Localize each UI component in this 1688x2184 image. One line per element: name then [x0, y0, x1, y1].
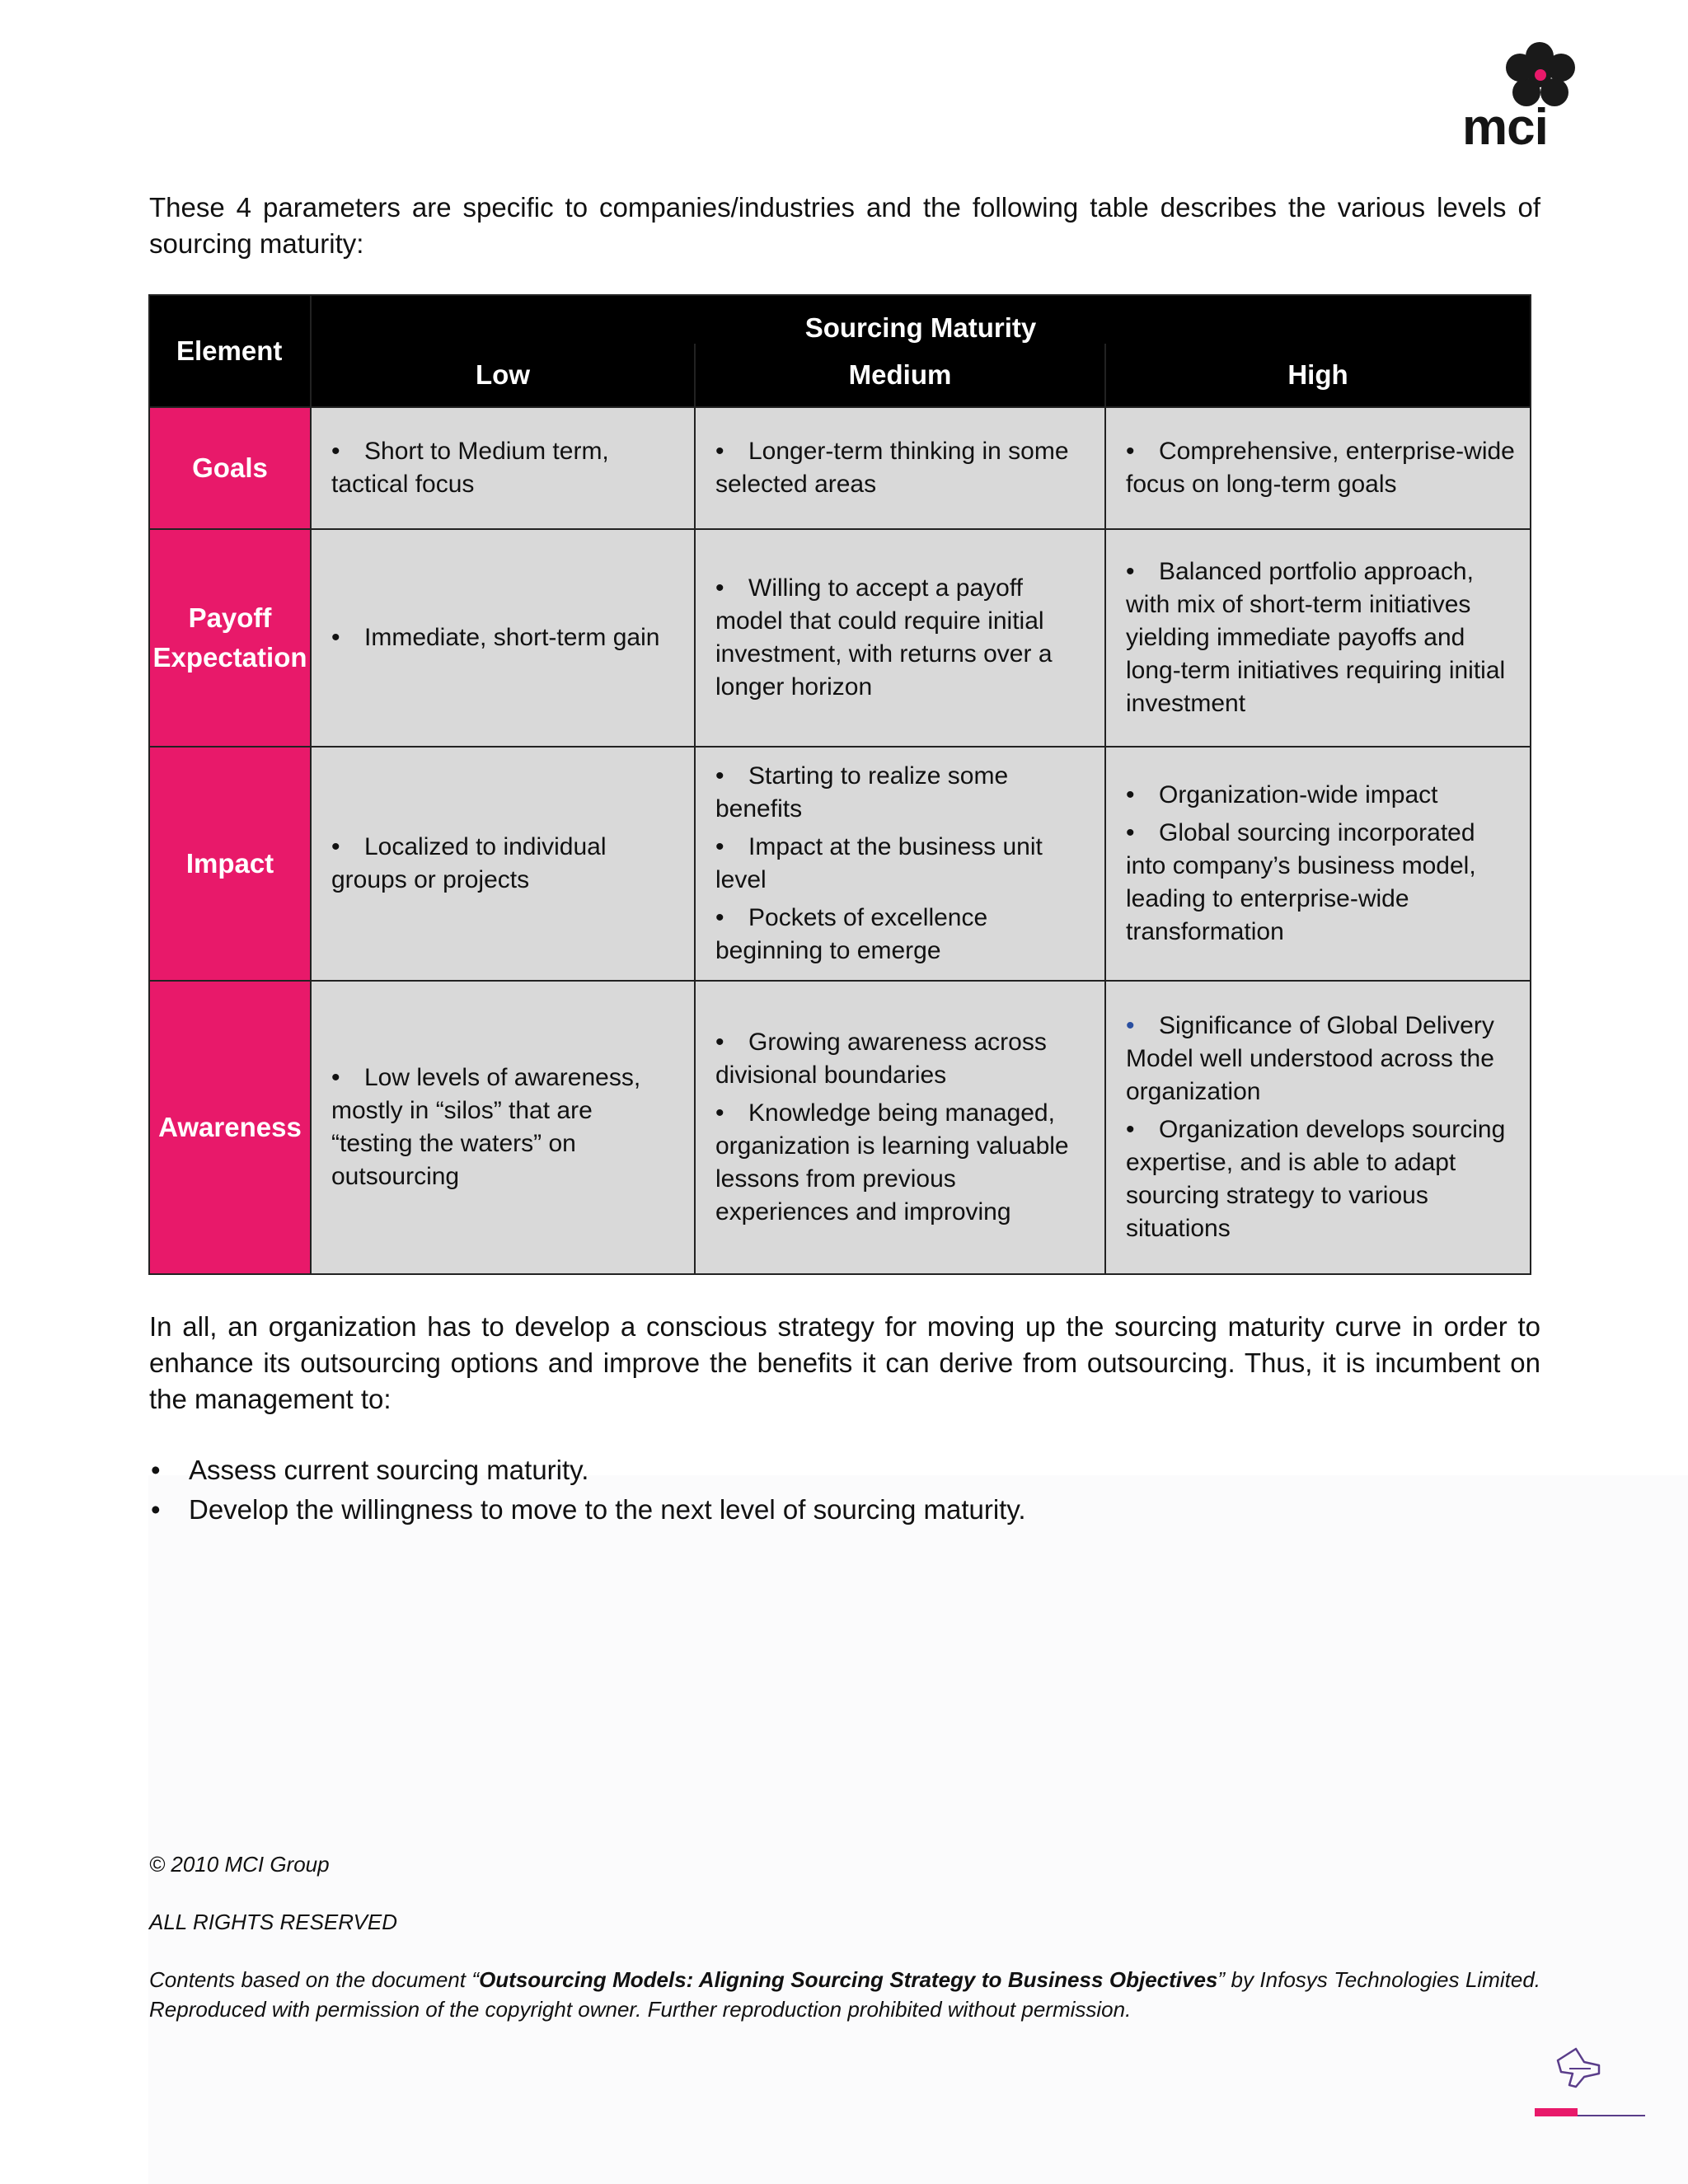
cell-text: Willing to accept a payoff model that could require initial investment, with returns over a longer horizon: [715, 574, 1053, 701]
list-item: • Impact at the business unit level: [715, 833, 1043, 893]
cell-awareness-low: [311, 981, 695, 1274]
row-label-impact: [149, 747, 311, 981]
list-item: • Organization-wide impact: [1126, 781, 1438, 808]
footer-contents-prefix: Contents based on the document “: [149, 1967, 480, 1992]
row-label-text: Awareness: [158, 1112, 302, 1142]
closing-paragraph: In all, an organization has to develop a conscious strategy for moving up the sourcing maturity curve in order to enhance its outsourcing options and improve the benefits it can derive from outsourcing. Thus, it is incumbent on the management to:: [149, 1311, 1540, 1414]
bullet-text: Assess current sourcing maturity.: [189, 1455, 589, 1485]
cell-payoff-low: [311, 529, 695, 747]
row-label-text: Payoff: [188, 602, 272, 633]
bullet-text: Develop the willingness to move to the next level of sourcing maturity.: [189, 1494, 1026, 1525]
row-label-text: Goals: [192, 452, 268, 483]
cell-text: Global sourcing incorporated into company’s business model, leading to enterprise-wide transformation: [1126, 819, 1476, 945]
cell-awareness-medium: [695, 981, 1105, 1274]
list-item: • Knowledge being managed, organization is learning valuable lessons from previous experiences and improving: [715, 1099, 1069, 1226]
footer-rights: ALL RIGHTS RESERVED: [149, 1910, 398, 1934]
table-row: [149, 981, 1531, 1274]
cell-awareness-high: [1105, 981, 1531, 1274]
page-corner-logo-icon: [1533, 2044, 1648, 2126]
cell-text: Immediate, short-term gain: [364, 624, 660, 651]
footer-contents-suffix: ” by Infosys Technologies Limited. Reproduced with permission of the copyright owner. Further reproduction prohibited without permission.: [149, 1967, 1541, 2022]
page-background: [148, 1475, 1688, 2184]
cell-text: Impact at the business unit level: [715, 833, 1043, 893]
cell-impact-high: [1105, 747, 1531, 981]
list-item: [149, 1490, 1540, 1530]
header-level-low: Low: [311, 344, 695, 407]
list-item: • Starting to realize some benefits: [715, 762, 1009, 823]
list-item: • Longer-term thinking in some selected areas: [715, 438, 1069, 498]
row-label-text: Expectation: [152, 642, 307, 673]
cell-impact-low: [311, 747, 695, 981]
cell-text: Organization-wide impact: [1159, 781, 1438, 808]
row-label-payoff-expectation: [149, 529, 311, 747]
list-item: • Short to Medium term, tactical focus: [331, 438, 609, 498]
list-item: • Low levels of awareness, mostly in “silos” that are “testing the waters” on outsourcing: [331, 1064, 641, 1190]
table-row: [149, 529, 1531, 747]
cell-text: Pockets of excellence beginning to emerge: [715, 904, 988, 964]
cell-goals-medium: [695, 407, 1105, 529]
list-item: • Pockets of excellence beginning to emerge: [715, 904, 988, 964]
footer-copyright: © 2010 MCI Group: [149, 1852, 330, 1877]
cell-text: Significance of Global Delivery Model well understood across the organization: [1126, 1012, 1494, 1105]
cell-text: Short to Medium term, tactical focus: [331, 438, 609, 498]
cell-text: Organization develops sourcing expertise, and is able to adapt sourcing strategy to various situations: [1126, 1116, 1506, 1242]
row-label-goals: [149, 407, 311, 529]
management-bullet-list: [149, 1451, 1540, 1530]
header-sourcing-maturity: Sourcing Maturity: [311, 295, 1531, 344]
header-element: Element: [149, 295, 311, 407]
cell-text: Knowledge being managed, organization is learning valuable lessons from previous experiences and improving: [715, 1099, 1069, 1226]
cell-text: Starting to realize some benefits: [715, 762, 1009, 823]
bullet-icon: •: [151, 1494, 161, 1525]
list-item: • Comprehensive, enterprise-wide focus on long-term goals: [1126, 438, 1515, 498]
list-item: • Balanced portfolio approach, with mix of short-term initiatives yielding immediate payoffs and long-term initiatives requiring initial investment: [1126, 558, 1506, 717]
list-item: • Localized to individual groups or projects: [331, 833, 607, 893]
cell-payoff-medium: [695, 529, 1105, 747]
row-label-awareness: [149, 981, 311, 1274]
list-item: • Immediate, short-term gain: [331, 624, 660, 651]
footer-contents-title: Outsourcing Models: Aligning Sourcing Strategy to Business Objectives: [479, 1967, 1218, 1992]
list-item: [149, 1451, 1540, 1490]
cell-payoff-high: [1105, 529, 1531, 747]
header-level-high: High: [1105, 344, 1531, 407]
list-item: • Global sourcing incorporated into company’s business model, leading to enterprise-wide transformation: [1126, 819, 1476, 945]
bullet-icon: •: [151, 1455, 161, 1485]
cell-text: Localized to individual groups or projects: [331, 833, 607, 893]
list-item: • Organization develops sourcing expertise, and is able to adapt sourcing strategy to various situations: [1126, 1116, 1506, 1242]
cell-text: Low levels of awareness, mostly in “silos” that are “testing the waters” on outsourcing: [331, 1064, 641, 1190]
table-row: [149, 747, 1531, 981]
logo-wordmark: mci: [1462, 99, 1548, 156]
sourcing-maturity-table: [148, 294, 1531, 1275]
list-item: • Significance of Global Delivery Model well understood across the organization: [1126, 1012, 1494, 1105]
intro-paragraph: These 4 parameters are specific to companies/industries and the following table describes the various levels of sourcing maturity:: [149, 192, 1540, 259]
cell-impact-medium: [695, 747, 1105, 981]
table-row: [149, 407, 1531, 529]
page-corner-marker: [1533, 2044, 1648, 2126]
list-item: • Growing awareness across divisional boundaries: [715, 1029, 1047, 1089]
cell-goals-high: [1105, 407, 1531, 529]
header-level-medium: Medium: [695, 344, 1105, 407]
footer-contents-note: [149, 1965, 1540, 2024]
cell-text: Growing awareness across divisional boundaries: [715, 1029, 1047, 1089]
cell-text: Comprehensive, enterprise-wide focus on long-term goals: [1126, 438, 1515, 498]
cell-goals-low: [311, 407, 695, 529]
list-item: • Willing to accept a payoff model that could require initial investment, with returns over a longer horizon: [715, 574, 1053, 701]
cell-text: Longer-term thinking in some selected areas: [715, 438, 1069, 498]
row-label-text: Impact: [185, 848, 274, 879]
cell-text: Balanced portfolio approach, with mix of short-term initiatives yielding immediate payoffs and long-term initiatives requiring initial investment: [1126, 558, 1506, 717]
